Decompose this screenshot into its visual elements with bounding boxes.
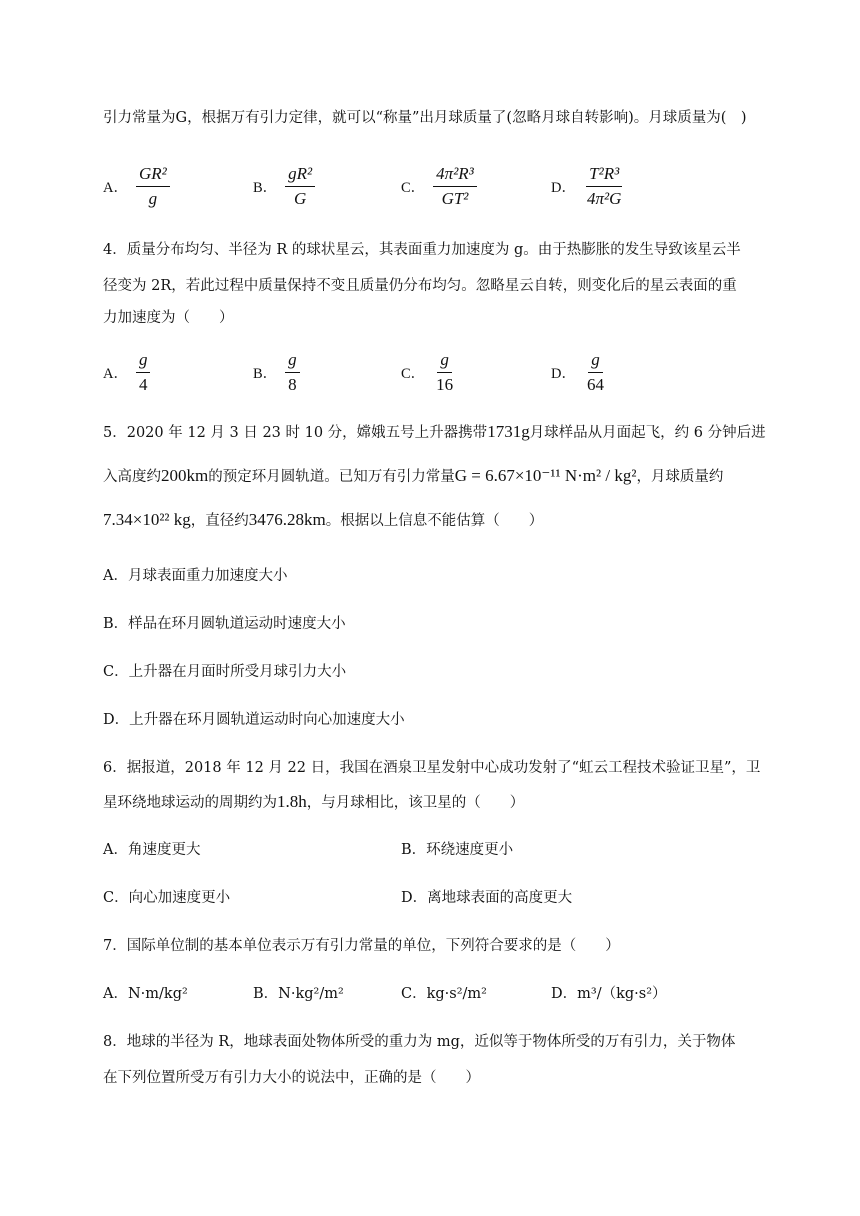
option-letter: D． <box>551 365 576 382</box>
q6-stem-line1: 6．据报道，2018 年 12 月 22 日，我国在酒泉卫星发射中心成功发射了“虹云工程技术验证卫星”，卫 <box>103 760 761 776</box>
q5-text: ，直径约 <box>190 513 249 529</box>
q5-option-d: D．上升器在环月圆轨道运动时向心加速度大小 <box>103 712 405 728</box>
q6-option-d: D．离地球表面的高度更大 <box>401 890 573 906</box>
q7-option-c: C．kg·s²/m² <box>401 986 487 1002</box>
fraction-numerator: g <box>285 350 300 373</box>
q4-option-c <box>401 346 456 398</box>
q5-option-b: B．样品在环月圆轨道运动时速度大小 <box>103 616 346 632</box>
q7-option-b: B．N·kg²/m² <box>253 986 344 1002</box>
q8-stem-line1: 8．地球的半径为 R，地球表面处物体所受的重力为 mg，近似等于物体所受的万有引力，关于物体 <box>103 1034 736 1050</box>
fraction <box>584 164 624 209</box>
fraction-numerator: 4π²R³ <box>433 164 477 187</box>
q7-stem: 7．国际单位制的基本单位表示万有引力常量的单位，下列符合要求的是（ ） <box>103 938 620 954</box>
q4-option-d <box>551 346 607 398</box>
option-letter: B． <box>253 365 278 382</box>
option-letter: A． <box>103 365 128 382</box>
fraction-denominator: 64 <box>586 374 604 394</box>
q5-sample-mass: 1731g <box>487 422 530 441</box>
q5-option-a: A．月球表面重力加速度大小 <box>103 568 288 584</box>
q5-text: ，月球质量约 <box>636 469 724 485</box>
q3-option-c <box>401 160 477 212</box>
q3-options <box>103 160 783 212</box>
q7-option-a: A．N·m/kg² <box>103 986 188 1002</box>
q6-option-a: A．角速度更大 <box>103 842 201 858</box>
q6-period: 1.8h <box>277 792 307 811</box>
q6-option-b: B．环绕速度更小 <box>401 842 514 858</box>
option-letter: A． <box>103 179 128 196</box>
fraction-numerator: gR² <box>285 164 315 187</box>
fraction <box>285 164 315 209</box>
q7-option-d: D．m³/（kg·s²） <box>551 986 667 1002</box>
fraction <box>136 350 151 395</box>
fraction <box>433 164 477 209</box>
q4-option-b <box>253 346 300 398</box>
fraction-denominator: 4 <box>138 374 148 394</box>
q5-text: 的预定环月圆轨道。已知万有引力常量 <box>208 469 455 485</box>
q5-option-c: C．上升器在月面时所受月球引力大小 <box>103 664 347 680</box>
fraction-numerator: g <box>136 350 151 373</box>
fraction-denominator: 16 <box>436 374 454 394</box>
fraction-denominator: G <box>294 188 307 208</box>
q6-text: ，与月球相比，该卫星的（ ） <box>306 795 525 811</box>
q3-stem-tail: 引力常量为G，根据万有引力定律，就可以“称量”出月球质量了(忽略月球自转影响)。月球质量为( ) <box>103 110 747 126</box>
q5-text: 入高度约 <box>103 469 161 485</box>
fraction <box>433 350 456 395</box>
option-letter: B． <box>253 179 278 196</box>
fraction-numerator: T²R³ <box>586 164 622 187</box>
q5-moon-mass: 7.34×10²² kg <box>103 510 191 529</box>
q4-stem-line3: 力加速度为（ ） <box>103 310 234 326</box>
q5-stem-line3 <box>103 510 543 531</box>
q5-text: 。根据以上信息不能估算（ ） <box>325 513 544 529</box>
fraction-numerator: GR² <box>136 164 170 187</box>
option-letter: C． <box>401 365 426 382</box>
fraction-denominator: GT² <box>441 188 469 208</box>
fraction-numerator: g <box>437 350 452 373</box>
q5-moon-diameter: 3476.28km <box>248 510 326 529</box>
option-letter: C． <box>401 179 426 196</box>
q5-text: 月球样品从月面起飞，约 6 分钟后进 <box>529 425 766 441</box>
q4-stem-line2: 径变为 2R，若此过程中质量保持不变且质量仍分布均匀。忽略星云自转，则变化后的星云表面的重 <box>103 278 737 294</box>
q5-stem-line2 <box>103 466 723 487</box>
q5-gravitational-constant: G = 6.67×10⁻¹¹ N·m² / kg² <box>454 466 637 485</box>
q6-option-c: C．向心加速度更小 <box>103 890 231 906</box>
q3-option-a <box>103 160 170 212</box>
fraction-denominator: 8 <box>288 374 297 394</box>
fraction <box>136 164 170 209</box>
q6-text: 星环绕地球运动的周期约为 <box>103 795 277 811</box>
fraction-denominator: g <box>148 188 158 208</box>
q4-options <box>103 346 783 398</box>
fraction-numerator: g <box>588 350 603 373</box>
q4-stem-line1: 4．质量分布均匀、半径为 R 的球状星云，其表面重力加速度为 g。由于热膨胀的发生导致该星云半 <box>103 242 741 258</box>
q3-option-b <box>253 160 315 212</box>
q5-text: 5．2020 年 12 月 3 日 23 时 10 分，嫦娥五号上升器携带 <box>103 425 488 441</box>
fraction <box>584 350 607 395</box>
option-letter: D． <box>551 179 576 196</box>
q4-option-a <box>103 346 150 398</box>
q5-stem-line1 <box>103 422 766 443</box>
fraction-denominator: 4π²G <box>586 188 622 208</box>
fraction <box>285 350 300 395</box>
q8-stem-line2: 在下列位置所受万有引力大小的说法中，正确的是（ ） <box>103 1070 480 1086</box>
q6-stem-line2 <box>103 792 524 813</box>
q3-option-d <box>551 160 624 212</box>
q5-orbit-height: 200km <box>161 466 209 485</box>
